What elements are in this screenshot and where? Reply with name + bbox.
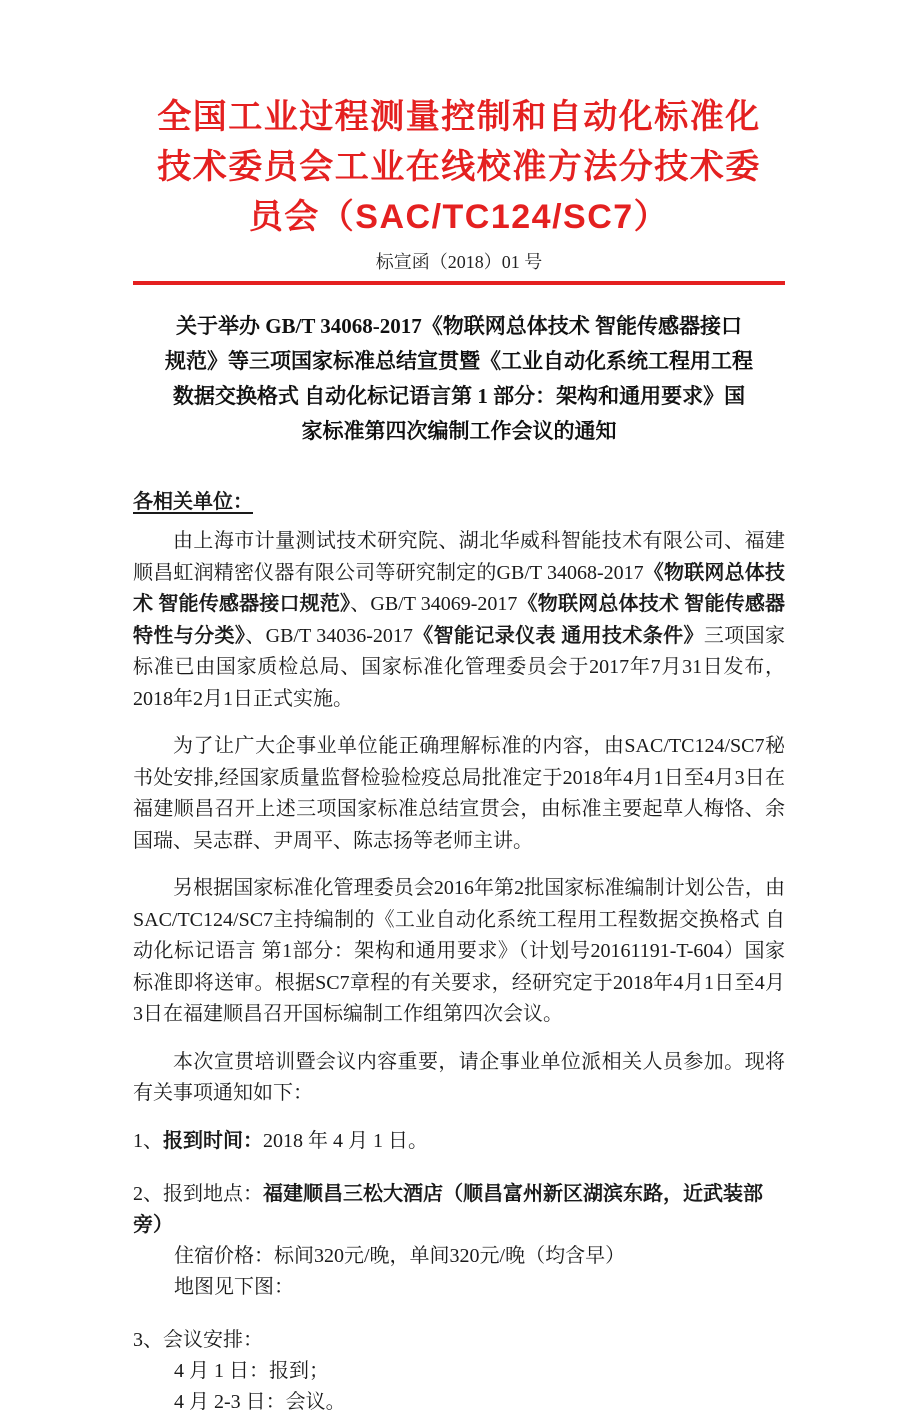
item-main-line — [133, 1325, 785, 1356]
subject-line: 规范》等三项国家标准总结宣贯暨《工业自动化系统工程用工程 — [165, 349, 753, 373]
body-paragraphs — [133, 526, 785, 1110]
document-title — [133, 92, 785, 242]
text-segment: 由上海市计量测试技术研究院、湖北华威科智能技术有限公司、福建顺昌虹润精密仪器有限公司等研究制定的GB/T 34068-2017 — [133, 530, 785, 584]
paragraph — [133, 873, 785, 1031]
red-divider-rule — [133, 281, 785, 285]
subject-line: 家标准第四次编制工作会议的通知 — [301, 419, 617, 443]
item-number: 1、 — [133, 1129, 163, 1152]
text-segment: 、GB/T 34069-2017 — [350, 593, 518, 615]
paragraph — [133, 1047, 785, 1110]
item-number: 3、 — [133, 1328, 163, 1351]
item-sub-line: 4 月 2-3 日：会议。 — [174, 1390, 346, 1413]
salutation: 各相关单位： — [133, 491, 253, 513]
numbered-items — [133, 1126, 785, 1418]
title-line: 全国工业过程测量控制和自动化标准化 — [157, 98, 761, 136]
item-sub-line: 地图见下图： — [174, 1275, 294, 1298]
notice-document — [133, 0, 785, 1418]
title-line: 员会（SAC/TC124/SC7） — [248, 198, 670, 236]
bold-text-segment: 福建顺昌三松大酒店（顺昌富州新区湖滨东路，近武装部旁） — [133, 1182, 763, 1236]
text-segment: 2018 年 4 月 1 日。 — [263, 1129, 428, 1152]
text-segment: 三项国家标准已由国家质检总局、国家标准化管理委员会于2017年7月31日发布，2018年2月1日正式实施。 — [133, 624, 786, 710]
text-segment: 会议安排： — [163, 1328, 263, 1351]
paragraph — [133, 731, 785, 857]
text-segment: 报到地点： — [163, 1182, 263, 1205]
subject-line: 关于举办 GB/T 34068-2017《物联网总体技术 智能传感器接口 — [175, 314, 743, 338]
item-sub-line: 住宿价格：标间320元/晚，单间320元/晚（均含早） — [174, 1244, 626, 1267]
text-segment: 为了让广大企事业单位能正确理解标准的内容，由SAC/TC124/SC7秘书处安排,经国家质量监督检验检疫总局批准定于2018年4月1日至4月3日在福建顺昌召开上述三项国家标准总结宣贯会，由标准主要起草人梅恪、余国瑞、吴志群、尹周平、陈志扬等老师主讲。 — [133, 735, 785, 852]
item-number: 2、 — [133, 1182, 163, 1205]
item-main-line — [133, 1179, 785, 1241]
text-segment: 本次宣贯培训暨会议内容重要，请企事业单位派相关人员参加。现将有关事项通知如下： — [133, 1050, 785, 1104]
doc-number: 标宣函（2018）01 号 — [375, 252, 543, 272]
text-segment: 、GB/T 34036-2017 — [245, 624, 413, 647]
item-sub-line: 4 月 1 日：报到； — [174, 1359, 329, 1382]
list-item — [133, 1179, 785, 1303]
bold-text-segment: 《智能记录仪表 通用技术条件》 — [412, 624, 704, 647]
bold-text-segment: 《物联网总体技术 智能传感器接口规范》 — [133, 561, 786, 615]
list-item — [133, 1325, 785, 1418]
text-segment: 另根据国家标准化管理委员会2016年第2批国家标准编制计划公告，由SAC/TC124/SC7主持编制的《工业自动化系统工程用工程数据交换格式 自动化标记语言 第1部分：架构和通用要求》（计划号20161191-T-604）国家标准即将送审。根据SC7章程的有关要求，经研究定于2018年4月1日至4月3日在福建顺昌召开国标编制工作组第四次会议。 — [133, 877, 785, 1025]
title-line: 技术委员会工业在线校准方法分技术委 — [157, 148, 761, 186]
item-main-line — [133, 1126, 785, 1157]
bold-text-segment: 报到时间： — [163, 1129, 263, 1152]
subject-heading — [133, 309, 785, 449]
paragraph — [133, 526, 785, 715]
subject-line: 数据交换格式 自动化标记语言第 1 部分：架构和通用要求》国 — [172, 384, 746, 408]
list-item — [133, 1126, 785, 1157]
bold-text-segment: 《物联网总体技术 智能传感器特性与分类》 — [133, 593, 786, 647]
